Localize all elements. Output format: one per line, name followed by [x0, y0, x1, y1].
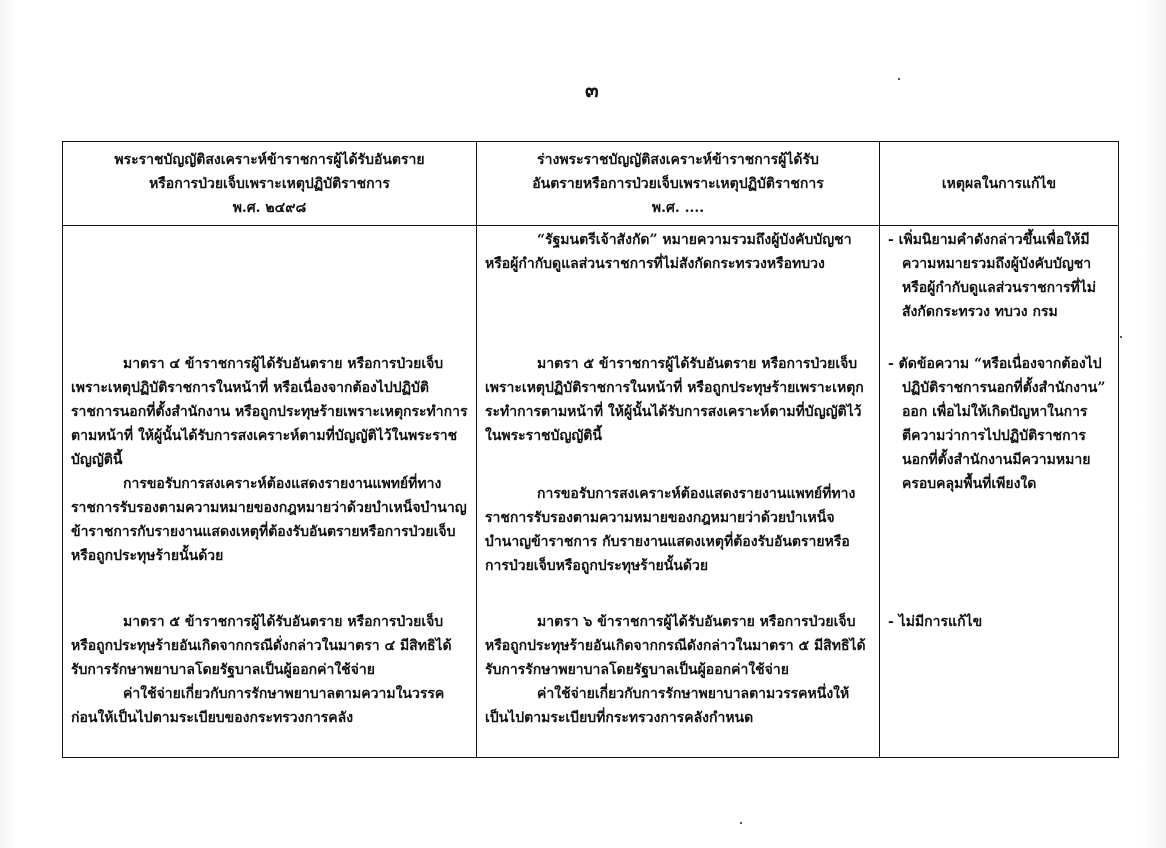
draft-section-5-para2: การขอรับการสงเคราะห์ต้องแสดงรายงานแพทย์ที่ทางราชการรับรองตามความหมายของกฎหมายว่าด้วยบำเหน็จบำนาญข้าราชการ กับรายงานแสดงเหตุที่ต้องรับอันตรายหรือการป่วยเจ็บหรือถูกประทุษร้ายนั้นด้วย	[485, 486, 856, 574]
draft-definition-block	[485, 228, 871, 276]
draft-section-6-para2: ค่าใช้จ่ายเกี่ยวกับการรักษาพยาบาลตามวรรคหนึ่งให้เป็นไปตามระเบียบที่กระทรวงการคลังกำหนด	[485, 686, 850, 726]
header-line: เหตุผลในการแก้ไข	[941, 175, 1057, 192]
header-line: หรือการป่วยเจ็บเพราะเหตุปฏิบัติราชการ	[149, 175, 390, 192]
draft-section-5-block	[485, 352, 871, 448]
scan-speck	[740, 822, 742, 824]
current-section-4-para2: การขอรับการสงเคราะห์ต้องแสดงรายงานแพทย์ที่ทางราชการรับรองตามความหมายของกฎหมายว่าด้วยบำเหน็จบำนาญข้าราชการกับรายงานแสดงเหตุที่ต้องรับอันตรายหรือการป่วยเจ็บหรือถูกประทุษร้ายนั้นด้วย	[71, 476, 467, 564]
current-act-cell	[63, 226, 477, 758]
header-line: พระราชบัญญัติสงเคราะห์ข้าราชการผู้ได้รับอันตราย	[114, 151, 425, 168]
reason-1: - เพิ่มนิยามคำดังกล่าวขึ้นเพื่อให้มีความหมายรวมถึงผู้บังคับบัญชาหรือผู้กำกับดูแลส่วนราชการที่ไม่สังกัดกระทรวง ทบวง กรม	[888, 232, 1096, 320]
header-line: ร่างพระราชบัญญัติสงเคราะห์ข้าราชการผู้ได้รับ	[537, 151, 819, 168]
reason-2: - ตัดข้อความ “หรือเนื่องจากต้องไปปฏิบัติราชการนอกที่ตั้งสำนักงาน” ออก เพื่อไม่ให้เกิดปัญหาในการตีความว่าการไปปฏิบัติราชการนอกที่ตั้งสำนักงานมีความหมายครอบคลุมพื้นที่เพียงใด	[888, 356, 1106, 492]
draft-section-6-block	[485, 610, 871, 730]
draft-section-5-para2-block	[485, 482, 871, 578]
reason-3-block	[888, 610, 1110, 634]
table-body-row	[63, 226, 1119, 758]
current-section-5: มาตรา ๕ ข้าราชการผู้ได้รับอันตราย หรือการป่วยเจ็บหรือถูกประทุษร้ายอันเกิดจากกรณีดั่งกล่าวในมาตรา ๔ มีสิทธิได้รับการรักษาพยาบาลโดยรัฐบาลเป็นผู้ออกค่าใช้จ่าย	[71, 614, 452, 678]
reason-3: - ไม่มีการแก้ไข	[888, 614, 983, 630]
scan-speck	[898, 78, 900, 80]
draft-section-6: มาตรา ๖ ข้าราชการผู้ได้รับอันตราย หรือการป่วยเจ็บหรือถูกประทุษร้ายอันเกิดจากกรณีดังกล่าวในมาตรา ๕ มีสิทธิได้รับการรักษาพยาบาลโดยรัฐบาลเป็นผู้ออกค่าใช้จ่าย	[485, 614, 866, 678]
header-line: พ.ศ. ....	[651, 199, 705, 216]
reason-2-block	[888, 352, 1110, 496]
header-current-act	[63, 142, 477, 226]
current-section-5-block	[71, 610, 468, 730]
current-section-5-para2: ค่าใช้จ่ายเกี่ยวกับการรักษาพยาบาลตามความในวรรคก่อนให้เป็นไปตามระเบียบของกระทรวงการคลัง	[71, 686, 445, 726]
draft-definition: “รัฐมนตรีเจ้าสังกัด” หมายความรวมถึงผู้บังคับบัญชาหรือผู้กำกับดูแลส่วนราชการที่ไม่สังกัดกระทรวงหรือทบวง	[485, 232, 852, 272]
comparison-table	[62, 141, 1119, 758]
draft-section-5: มาตรา ๕ ข้าราชการผู้ได้รับอันตราย หรือการป่วยเจ็บเพราะเหตุปฏิบัติราชการในหน้าที่ หรือถูกประทุษร้ายเพราะเหตุกระทำการตามหน้าที่ ให้ผู้นั้นได้รับการสงเคราะห์ตามที่บัญญัติไว้ในพระราชบัญญัตินี้	[485, 356, 864, 444]
reasons-cell	[880, 226, 1119, 758]
reason-1-block	[888, 228, 1110, 324]
draft-act-cell	[477, 226, 880, 758]
header-reasons	[880, 142, 1119, 226]
header-line: พ.ศ. ๒๔๙๘	[232, 199, 307, 216]
page-number: ๓	[585, 78, 599, 102]
scan-speck	[1120, 336, 1122, 338]
header-line: อันตรายหรือการป่วยเจ็บเพราะเหตุปฏิบัติราชการ	[532, 175, 824, 192]
table-header-row	[63, 142, 1119, 226]
header-draft-act	[477, 142, 880, 226]
current-section-4-block	[71, 352, 468, 568]
current-section-4: มาตรา ๔ ข้าราชการผู้ได้รับอันตราย หรือการป่วยเจ็บเพราะเหตุปฏิบัติราชการในหน้าที่ หรือเนื่องจากต้องไปปฏิบัติราชการนอกที่ตั้งสำนักงาน หรือถูกประทุษร้ายเพราะเหตุกระทำการตามหน้าที่ ให้ผู้นั้นได้รับการสงเคราะห์ตามที่บัญญัติไว้ในพระราชบัญญัตินี้	[71, 356, 468, 468]
